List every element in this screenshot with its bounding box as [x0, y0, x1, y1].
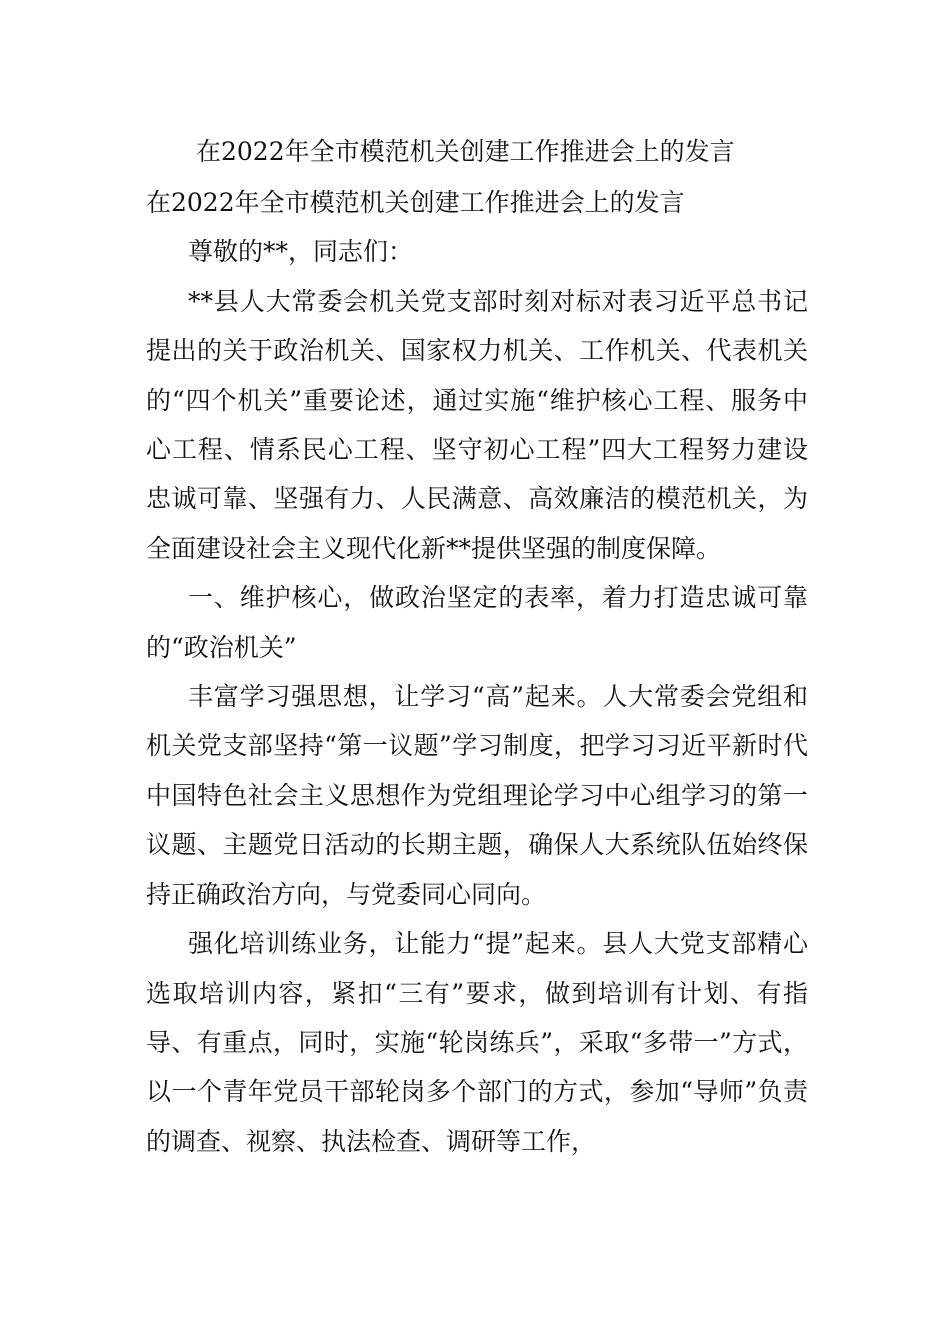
body-paragraph: 强化培训练业务，让能力“提”起来。县人大党支部精心选取培训内容，紧扣“三有”要求，做到培训有计划、有指导、有重点，同时，实施“轮岗练兵”，采取“多带一”方式，以一个青年党员干部轮岗多个部门的方式，参加“导师”负责的调查、视察、执法检查、调研等工作，	[146, 929, 808, 1156]
salutation-paragraph: 尊敬的**，同志们：	[188, 237, 414, 267]
repeated-title-paragraph: 在2022年全市模范机关创建工作推进会上的发言	[146, 188, 685, 217]
section-heading-1: 一、维护核心，做政治坚定的表率，着力打造忠诚可靠的“政治机关”	[146, 583, 808, 662]
document-title: 在2022年全市模范机关创建工作推进会上的发言	[196, 137, 735, 166]
document-body	[146, 178, 808, 1166]
intro-paragraph: **县人大常委会机关党支部时刻对标对表习近平总书记提出的关于政治机关、国家权力机关、工作机关、代表机关的“四个机关”重要论述，通过实施“维护核心工程、服务中心工程、情系民心工程、坚守初心工程”四大工程努力建设忠诚可靠、坚强有力、人民满意、高效廉洁的模范机关，为全面建设社会主义现代化新**提供坚强的制度保障。	[146, 286, 808, 563]
body-paragraph: 丰富学习强思想，让学习“高”起来。人大常委会党组和机关党支部坚持“第一议题”学习制度，把学习习近平新时代中国特色社会主义思想作为党组理论学习中心组学习的第一议题、主题党日活动的长期主题，确保人大系统队伍始终保持正确政治方向，与党委同心同向。	[146, 682, 808, 909]
